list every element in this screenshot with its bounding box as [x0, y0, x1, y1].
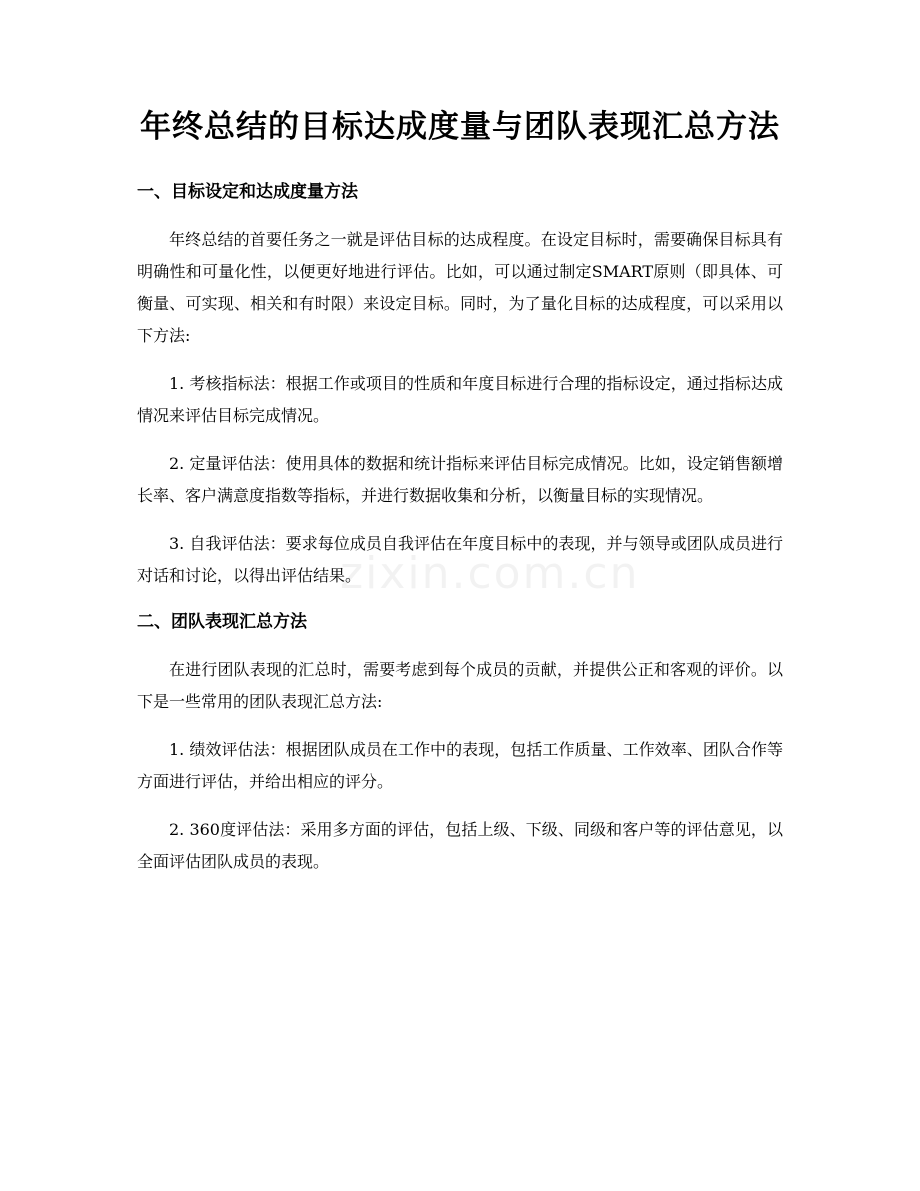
paragraph: 在进行团队表现的汇总时，需要考虑到每个成员的贡献，并提供公正和客观的评价。以下是一些常用的团队表现汇总方法: [137, 660, 783, 711]
section-heading: 二、团队表现汇总方法 [137, 612, 307, 632]
paragraph: 年终总结的首要任务之一就是评估目标的达成程度。在设定目标时，需要确保目标具有明确性和可量化性，以便更好地进行评估。比如，可以通过制定SMART原则（即具体、可衡量、可实现、相关和有时限）来设定目标。同时，为了量化目标的达成程度，可以采用以下方法: [137, 230, 783, 345]
list-item: 2. 360度评估法：采用多方面的评估，包括上级、下级、同级和客户等的评估意见，以全面评估团队成员的表现。 [137, 820, 783, 871]
document-title: 年终总结的目标达成度量与团队表现汇总方法 [140, 109, 780, 145]
section-heading: 一、目标设定和达成度量方法 [137, 182, 358, 202]
watermark: zixin.com.cn [340, 548, 640, 599]
list-item: 3. 自我评估法：要求每位成员自我评估在年度目标中的表现，并与领导或团队成员进行对话和讨论，以得出评估结果。 [137, 534, 783, 585]
list-item: 2. 定量评估法：使用具体的数据和统计指标来评估目标完成情况。比如，设定销售额增长率、客户满意度指数等指标，并进行数据收集和分析，以衡量目标的实现情况。 [137, 454, 783, 505]
list-item: 1. 考核指标法：根据工作或项目的性质和年度目标进行合理的指标设定，通过指标达成情况来评估目标完成情况。 [137, 374, 783, 425]
section-1 [137, 178, 783, 592]
list-item: 1. 绩效评估法：根据团队成员在工作中的表现，包括工作质量、工作效率、团队合作等方面进行评估，并给出相应的评分。 [137, 740, 783, 791]
section-2 [137, 608, 783, 878]
